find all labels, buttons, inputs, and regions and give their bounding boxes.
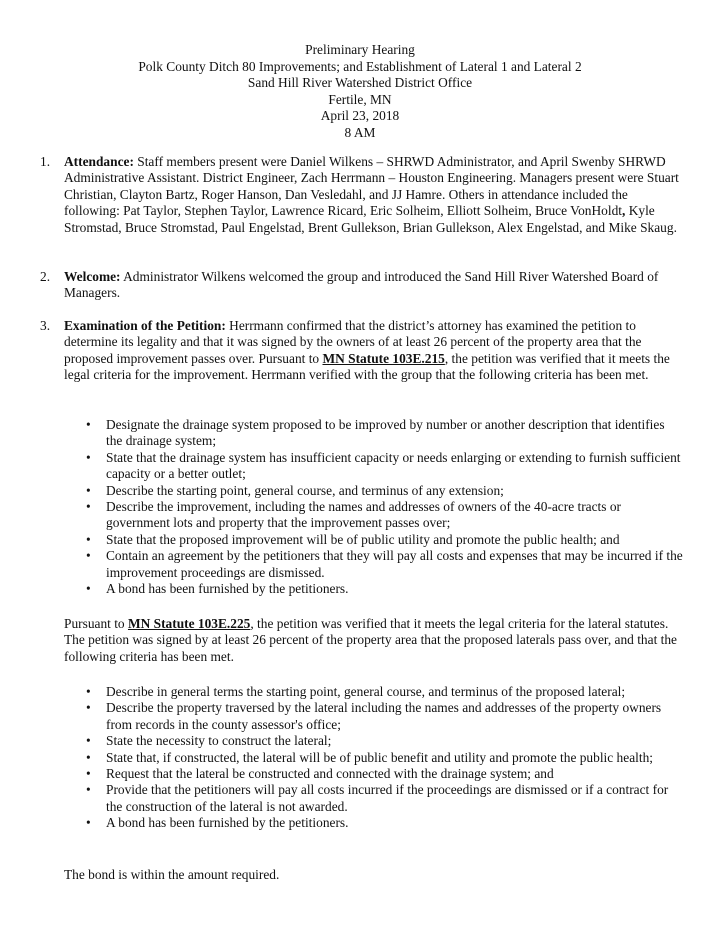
item-body: [64, 154, 680, 236]
closing-statement: The bond is within the amount required.: [64, 867, 280, 882]
bullet-icon: •: [86, 700, 91, 716]
criteria-item: [84, 700, 684, 733]
header-title: Preliminary Hearing: [305, 42, 415, 57]
criteria-list-lateral: [84, 684, 684, 832]
bullet-icon: •: [86, 733, 91, 749]
criteria-item: [84, 548, 684, 581]
criteria-text: State that the drainage system has insufficient capacity or needs enlarging or extending to furnish sufficient capacity or a better outlet;: [106, 449, 681, 482]
statute-link-103e215[interactable]: MN Statute 103E.215: [322, 350, 445, 366]
item-examination: [40, 318, 680, 384]
item-text: Herrmann confirmed that the district’s attorney has examined the petition to determine its legality and that it was signed by the owners of at least 26 percent of the property area that the proposed improvement passes over. Pursuant to: [64, 318, 642, 366]
criteria-text: Describe the property traversed by the lateral including the names and addresses of the property owners from records in the county assessor's office;: [106, 700, 662, 732]
bullet-icon: •: [86, 684, 91, 699]
header-date: April 23, 2018: [320, 108, 400, 124]
criteria-text: A bond has been furnished by the petitioners.: [106, 581, 349, 597]
bullet-icon: •: [86, 581, 91, 597]
item-body: [64, 269, 680, 302]
criteria-text: Contain an agreement by the petitioners that they will pay all costs and expenses that may be incurred if the improvement proceedings are dismissed.: [106, 548, 683, 580]
item-heading: Examination of the Petition:: [64, 318, 226, 333]
bullet-icon: •: [86, 548, 91, 564]
paragraph-text: Pursuant to: [64, 616, 128, 631]
bullet-icon: •: [86, 449, 91, 465]
item-heading: Attendance:: [64, 154, 134, 169]
criteria-text: Describe in general terms the starting point, general course, and terminus of the proposed lateral;: [106, 684, 626, 699]
paragraph-lateral-statutes: [64, 616, 684, 665]
paragraph-text-continued: , the petition was verified that it meets the legal criteria for the lateral statutes. The petition was signed by at least 26 percent of the property area that the proposed laterals pass over, and that the following criteria has been met.: [64, 616, 677, 664]
criteria-list-improvement: [84, 417, 684, 597]
bullet-icon: •: [86, 749, 91, 765]
criteria-text: Designate the drainage system proposed to be improved by number or another description that identifies the drainage system;: [106, 417, 665, 449]
criteria-item: [84, 750, 684, 766]
criteria-text: Request that the lateral be constructed and connected with the drainage system; and: [106, 766, 554, 782]
criteria-item: [84, 581, 684, 597]
criteria-text: Describe the improvement, including the names and addresses of owners of the 40-acre tracts or government lots and property that the improvement passes over;: [106, 499, 621, 531]
item-text-continued: Kyle Stromstad, Bruce Stromstad, Paul Engelstad, Brent Gullekson, Brian Gullekson, Alex Engelstad, and Mike Skaug.: [64, 203, 677, 235]
header-time: 8 AM: [344, 124, 376, 140]
bullet-icon: •: [86, 499, 91, 515]
criteria-item: [84, 766, 684, 782]
item-body: [64, 318, 680, 384]
item-welcome: [40, 269, 680, 302]
item-attendance: [40, 154, 680, 236]
statute-link-103e225[interactable]: MN Statute 103E.225: [127, 616, 251, 631]
criteria-text: Provide that the petitioners will pay all costs incurred if the proceedings are dismissed or if a contract for the construction of the lateral is not awarded.: [106, 782, 669, 814]
item-number: 3.: [40, 318, 51, 333]
item-text: Administrator Wilkens welcomed the group and introduced the Sand Hill River Watershed Board of Managers.: [64, 269, 659, 301]
bullet-icon: •: [86, 766, 91, 782]
criteria-text: State that, if constructed, the lateral will be of public benefit and utility and promote the public health;: [106, 749, 653, 765]
criteria-item: [84, 499, 684, 532]
criteria-text: State the necessity to construct the lateral;: [106, 733, 332, 749]
bullet-icon: •: [86, 531, 91, 547]
item-number: 2.: [40, 269, 51, 284]
bullet-icon: •: [86, 417, 91, 432]
bullet-icon: •: [86, 482, 91, 498]
criteria-text: A bond has been furnished by the petitioners.: [106, 815, 349, 831]
criteria-item: [84, 450, 684, 483]
criteria-item: [84, 483, 684, 499]
bullet-icon: •: [86, 815, 91, 831]
document-header: [0, 42, 720, 142]
header-location: Sand Hill River Watershed District Office: [247, 75, 473, 91]
item-text-continued: , the petition was verified that it meets the legal criteria for the improvement. Herrmann verified with the group that the following criteria has been met.: [64, 350, 670, 383]
item-heading: Welcome:: [64, 269, 121, 284]
criteria-text: Describe the starting point, general course, and terminus of any extension;: [106, 482, 504, 498]
criteria-item: [84, 815, 684, 831]
item-text: Staff members present were Daniel Wilkens – SHRWD Administrator, and April Swenby SHRWD Administrative Assistant. District Engineer, Zach Herrmann – Houston Engineering. Managers present were Stuart Christian, Clayton Bartz, Roger Hanson, Dan Vesledahl, and JJ Hamre. Others in attendance included the following: Pat Taylor, Stephen Taylor, Lawrence Ricard, Eric Solheim, Elliott Solheim, Bruce VonHoldt: [64, 154, 679, 219]
item-number: 1.: [40, 154, 51, 169]
header-city: Fertile, MN: [328, 91, 392, 107]
criteria-item: [84, 417, 684, 450]
criteria-item: [84, 684, 684, 700]
criteria-item: [84, 782, 684, 815]
criteria-item: [84, 733, 684, 749]
criteria-text: State that the proposed improvement will be of public utility and promote the public health; and: [106, 531, 620, 547]
header-subject: Polk County Ditch 80 Improvements; and Establishment of Lateral 1 and Lateral 2: [138, 58, 582, 74]
item-comma: ,: [622, 203, 626, 219]
criteria-item: [84, 532, 684, 548]
bullet-icon: •: [86, 782, 91, 798]
